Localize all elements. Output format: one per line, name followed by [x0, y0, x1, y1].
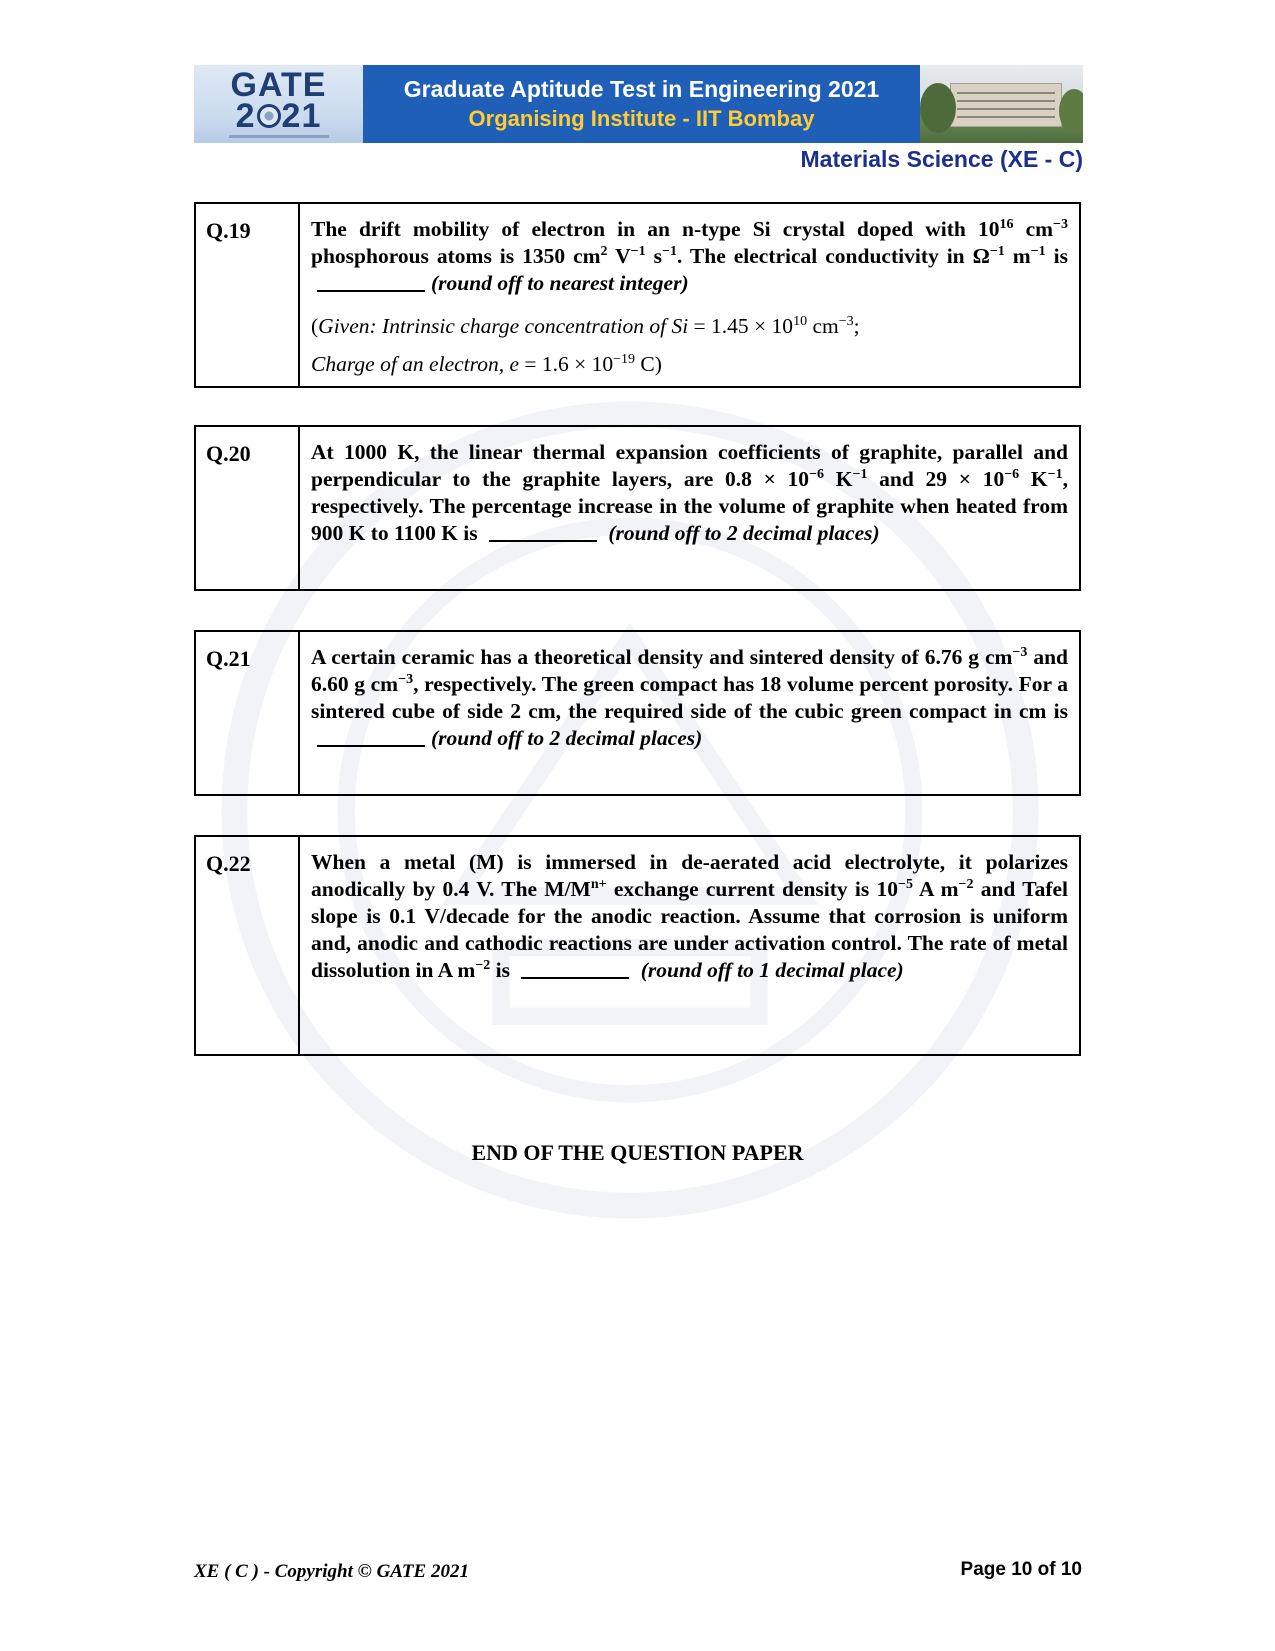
- rounding-instruction: (round off to 2 decimal places): [608, 521, 880, 545]
- logo-year: [235, 97, 322, 135]
- question-box: [194, 630, 1081, 796]
- answer-blank: [489, 540, 597, 542]
- question-text: When a metal (M) is immersed in de-aerated acid electrolyte, it polarizes anodically by 0.4 V. The $M/M^{n+}$ exchange current density is $10^{-5}$ A $m^{-2}$ and Tafel slope is 0.1 V/decade for the anodic reaction. Assume that corrosion is uniform and, anodic and cathodic reactions are under activation control. The rate of metal dissolution in A $m^{-2}$ is (round off to 1 decimal place): [311, 850, 1068, 982]
- question-body: [300, 632, 1079, 794]
- rounding-instruction: (round off to 2 decimal places): [431, 726, 703, 750]
- question-text: The drift mobility of electron in an n-type Si crystal doped with $10^{16}$ $cm^{-3}$ phosphorous atoms is 1350 $cm^2$ $V^{-1}$ $s^{-1}$. The electrical conductivity in $\Omega^{-1}$ $m^{-1}$ is (round off to nearest integer): [311, 216, 1069, 295]
- question-body: [300, 427, 1079, 589]
- gate-logo: [194, 65, 363, 143]
- banner-text: [363, 65, 920, 143]
- end-of-paper: END OF THE QUESTION PAPER: [471, 1140, 804, 1165]
- banner-subtitle: Organising Institute - IIT Bombay: [468, 106, 815, 131]
- rounding-instruction: (round off to 1 decimal place): [640, 958, 904, 982]
- question-text: A certain ceramic has a theoretical density and sintered density of 6.76 g $cm^{-3}$ and 6.60 g $cm^{-3}$, respectively. The green compact has 18 volume percent porosity. For a sintered cube of side 2 cm, the required side of the cubic green compact in cm is (round off to 2 decimal places): [311, 644, 1069, 750]
- question-body: [300, 204, 1079, 386]
- given-line-2: Charge of an electron, $e = 1.6 \times 10^{-19}$ C): [311, 351, 662, 376]
- question-number: Q.20: [196, 427, 300, 589]
- answer-blank: [317, 290, 425, 292]
- subject-title: Materials Science (XE - C): [800, 146, 1083, 172]
- rounding-instruction: (round off to nearest integer): [431, 271, 689, 295]
- seal-icon: [257, 104, 281, 128]
- question-body: [300, 837, 1079, 1054]
- footer-page-number: Page 10 of 10: [960, 1559, 1082, 1580]
- question-number: Q.19: [196, 204, 300, 386]
- given-line-1: (Given: Intrinsic charge concentration of $Si = 1.45 \times 10^{10}$ $cm^{-3}$;: [311, 313, 860, 338]
- logo-word: GATE: [230, 66, 327, 104]
- question-number: Q.21: [196, 632, 300, 794]
- question-box: [194, 425, 1081, 591]
- header-banner: [194, 65, 1083, 143]
- banner-title: Graduate Aptitude Test in Engineering 2021: [403, 76, 880, 102]
- question-text: At 1000 K, the linear thermal expansion coefficients of graphite, parallel and perpendicular to the graphite layers, are $0.8 \times 10^{-6}$ $K^{-1}$ and $29 \times 10^{-6}$ $K^{-1}$, respectively. The percentage increase in the volume of graphite when heated from 900 K to 1100 K is (round off to 2 decimal places): [311, 440, 1068, 545]
- question-box: [194, 202, 1081, 388]
- logo-year-left: 2: [235, 97, 256, 135]
- question-number: Q.22: [196, 837, 300, 1054]
- answer-blank: [521, 977, 629, 979]
- footer-copyright: XE ( C ) - Copyright © GATE 2021: [194, 1561, 469, 1582]
- institute-building-image: [920, 65, 1083, 143]
- given-data: [311, 307, 1068, 383]
- logo-year-right: 21: [281, 97, 322, 135]
- logo-tagline-decoration: [229, 135, 329, 138]
- question-box: [194, 835, 1081, 1056]
- answer-blank: [317, 745, 425, 747]
